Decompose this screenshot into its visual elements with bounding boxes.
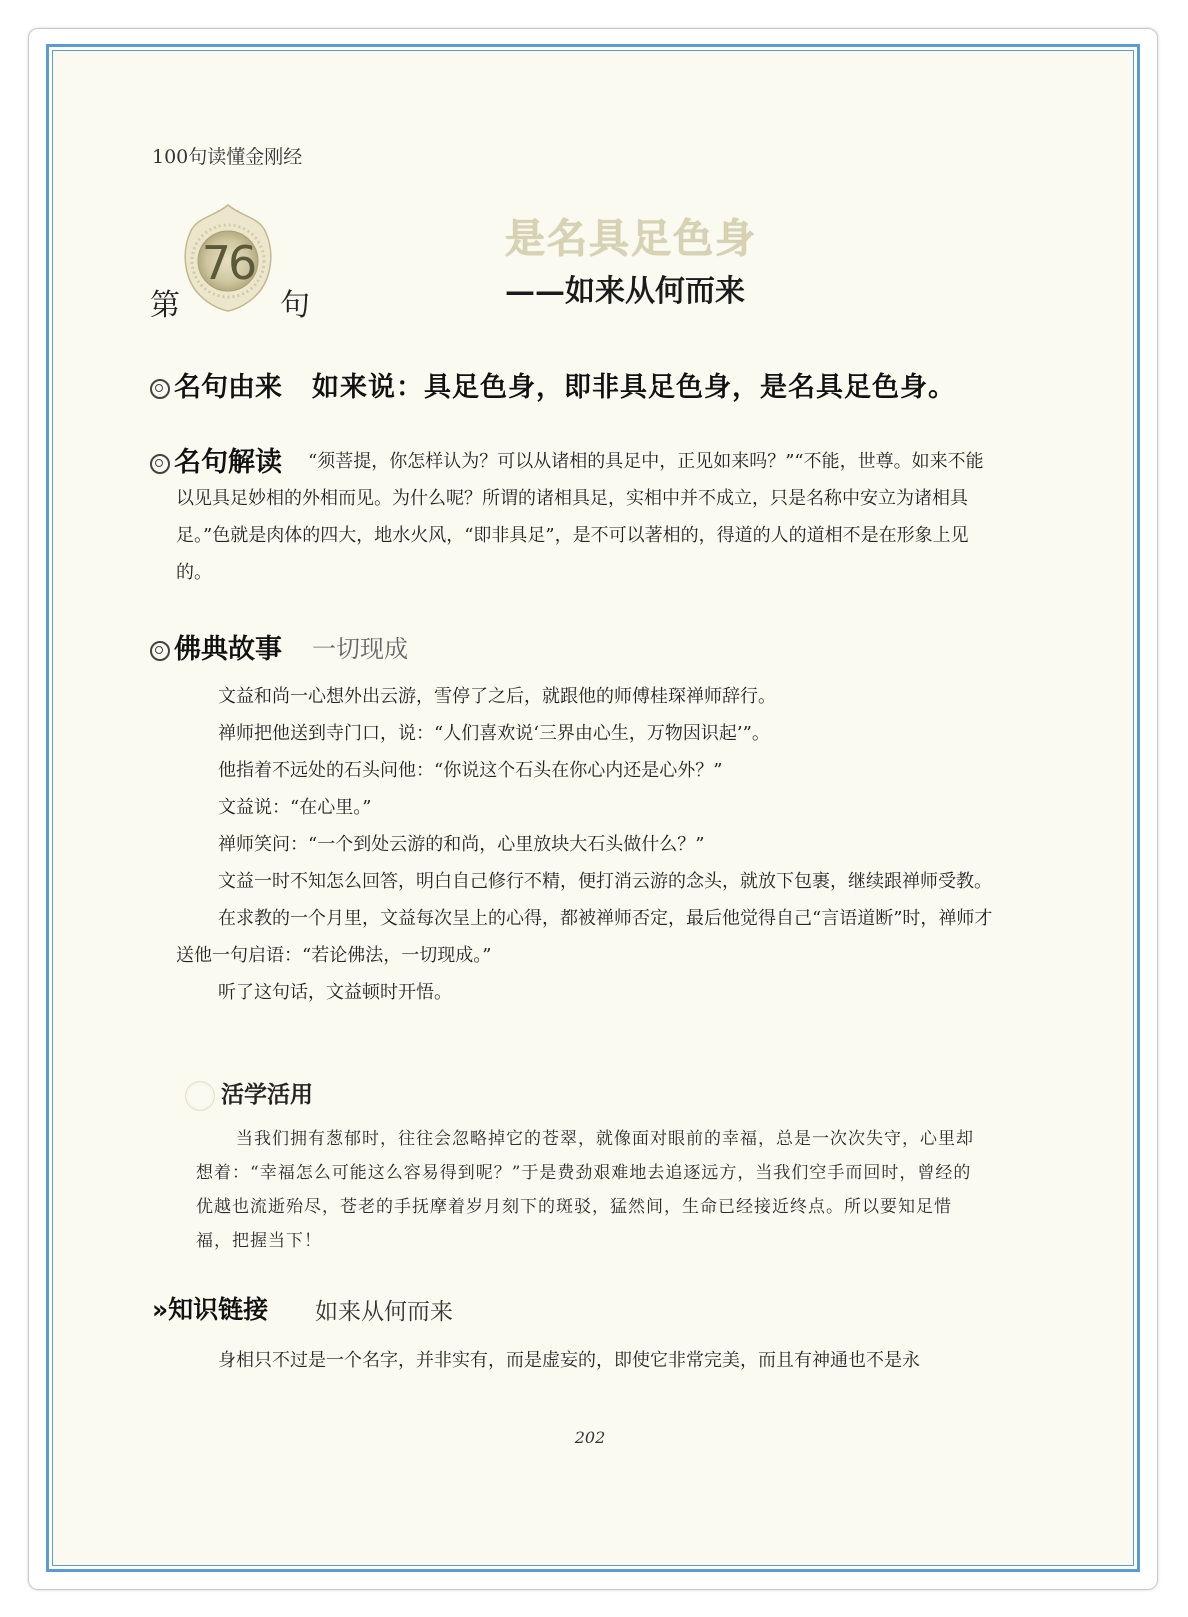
story-paragraph: 文益一时不知怎么回答，明白自己修行不精，便打消云游的念头，就放下包裹，继续跟禅师受教。: [218, 871, 992, 892]
page-number: 202: [574, 1428, 606, 1447]
origin-label: 名句由来: [174, 372, 282, 403]
origin-quote: 如来说：具足色身，即非具足色身，是名具足色身。: [312, 372, 956, 403]
story-paragraph: 禅师笑问：“一个到处云游的和尚，心里放块大石头做什么？”: [218, 834, 705, 855]
knowledge-label: 知识链接: [168, 1295, 269, 1324]
circle-bullet-icon: [150, 454, 170, 474]
circle-bullet-icon: [150, 379, 170, 399]
knowledge-heading: [152, 1290, 268, 1326]
interpretation-text: “须菩提，你怎样认为？可以从诸相的具足中，正见如来吗？”“不能，世尊。如来不能以见具足妙相的外相而见。为什么呢？所谓的诸相具足，实相中并不成立，只是名称中安立为诸相具足。”色就是肉体的四大，地水火风，“即非具足”，是不可以著相的，得道的人的道相不是在形象上见的。: [176, 451, 984, 583]
story-paragraph: 听了这句话，文益顿时开悟。: [218, 982, 452, 1003]
story-heading: [150, 627, 282, 666]
story-body: [176, 678, 996, 1011]
origin-heading: [150, 365, 282, 404]
story-paragraph: 在求教的一个月里，文益每次呈上的心得，都被禅师否定，最后他觉得自己“言语道断”时，禅师才送他一句启语：“若论佛法，一切现成。”: [176, 908, 993, 966]
section-title: 是名具足色身: [505, 215, 757, 262]
chapter-suffix: 句: [280, 288, 310, 323]
story-paragraph: 禅师把他送到寺门口，说：“人们喜欢说‘三界由心生，万物因识起’”。: [218, 723, 770, 744]
application-text: 当我们拥有葱郁时，往往会忽略掉它的苍翠，就像面对眼前的幸福，总是一次次失守，心里却想着：“幸福怎么可能这么容易得到呢？”于是费劲艰难地去追逐远方，当我们空手而回时，曾经的优越也流逝殆尽，苍老的手抚摩着岁月刻下的斑驳，猛然间，生命已经接近终点。所以要知足惜福，把握当下！: [196, 1129, 974, 1251]
story-label: 佛典故事: [174, 634, 282, 665]
application-heading: [185, 1076, 313, 1111]
interpretation-label: 名句解读: [174, 447, 282, 478]
chapter-number: 76: [201, 236, 255, 290]
story-paragraph: 文益说：“在心里。”: [218, 797, 372, 818]
double-chevron-icon: »: [152, 1295, 169, 1324]
story-subtitle: 一切现成: [312, 635, 408, 663]
story-paragraph: 他指着不远处的石头问他：“你说这个石头在你心内还是心外？”: [218, 760, 723, 781]
section-subtitle: ——如来从何而来: [505, 274, 745, 309]
running-head: 100句读懂金刚经: [152, 146, 303, 168]
knowledge-text: 身相只不过是一个名字，并非实有，而是虚妄的，即使它非常完美，而且有神通也不是永: [218, 1350, 920, 1371]
chapter-prefix: 第: [150, 288, 180, 323]
knowledge-subtitle: 如来从何而来: [315, 1299, 453, 1325]
story-paragraph: 文益和尚一心想外出云游，雪停了之后，就跟他的师傅桂琛禅师辞行。: [218, 686, 776, 707]
circle-ornament-icon: [185, 1081, 215, 1111]
circle-bullet-icon: [150, 641, 170, 661]
application-label: 活学活用: [221, 1082, 313, 1108]
